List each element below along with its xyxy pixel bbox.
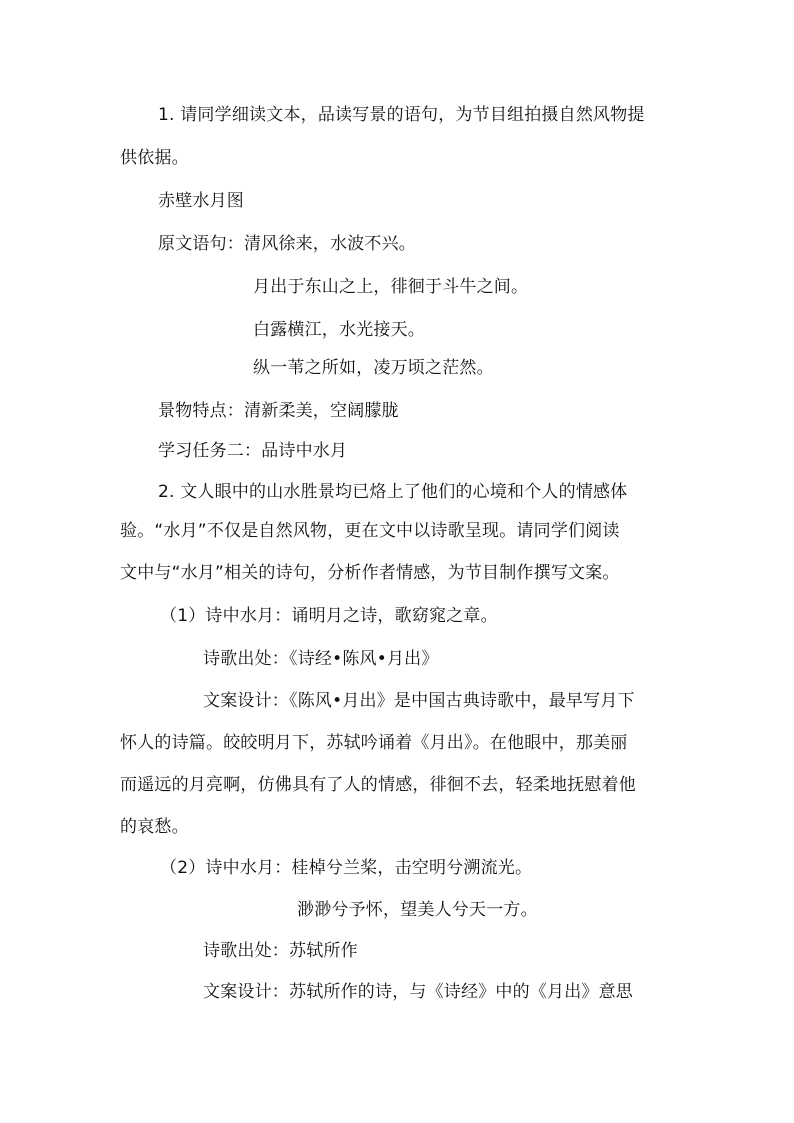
task2-prompt-line1: 2. 文人眼中的山水胜景均已烙上了他们的心境和个人的情感体 [158, 482, 628, 502]
poem2-copy-line1: 文案设计：苏轼所作的诗，与《诗经》中的《月出》意思 [203, 982, 633, 1002]
poem2-heading: （2）诗中水月：桂棹兮兰桨，击空明兮溯流光。 [160, 858, 533, 878]
task2-prompt-line2: 验。“水月”不仅是自然风物，更在文中以诗歌呈现。请同学们阅读 [120, 521, 620, 541]
original-text-line3: 白露横江，水光接天。 [253, 320, 425, 340]
task1-prompt-line2: 供依据。 [120, 148, 189, 168]
poem2-line2: 渺渺兮予怀，望美人兮天一方。 [297, 900, 538, 920]
original-text-line4: 纵一苇之所如，凌万顷之茫然。 [253, 358, 494, 378]
poem1-copy-line2: 怀人的诗篇。皎皎明月下，苏轼吟诵着《月出》。在他眼中，那美丽 [120, 733, 628, 753]
learning-task-two-heading: 学习任务二：品诗中水月 [158, 441, 348, 461]
original-text-label-line: 原文语句：清风徐来，水波不兴。 [158, 234, 416, 254]
task1-prompt-line1: 1. 请同学细读文本，品读写景的语句，为节目组拍摄自然风物提 [158, 105, 645, 125]
poem1-heading: （1）诗中水月：诵明月之诗，歌窈窕之章。 [160, 606, 498, 626]
poem1-copy-line3: 而遥远的月亮啊，仿佛具有了人的情感，徘徊不去，轻柔地抚慰着他 [120, 775, 636, 795]
original-text-line2: 月出于东山之上，徘徊于斗牛之间。 [253, 277, 529, 297]
poem2-source: 诗歌出处：苏轼所作 [203, 941, 358, 961]
section-title-chibi: 赤壁水月图 [158, 191, 244, 211]
poem1-copy-line1: 文案设计：《陈风•月出》是中国古典诗歌中，最早写月下 [203, 691, 635, 711]
poem1-copy-line4: 的哀愁。 [120, 817, 189, 837]
scenery-features: 景物特点：清新柔美，空阔朦胧 [158, 401, 399, 421]
poem1-source: 诗歌出处：《诗经•陈风•月出》 [203, 649, 439, 669]
task2-prompt-line3: 文中与“水月”相关的诗句，分析作者情感，为节目制作撰写文案。 [120, 563, 620, 583]
